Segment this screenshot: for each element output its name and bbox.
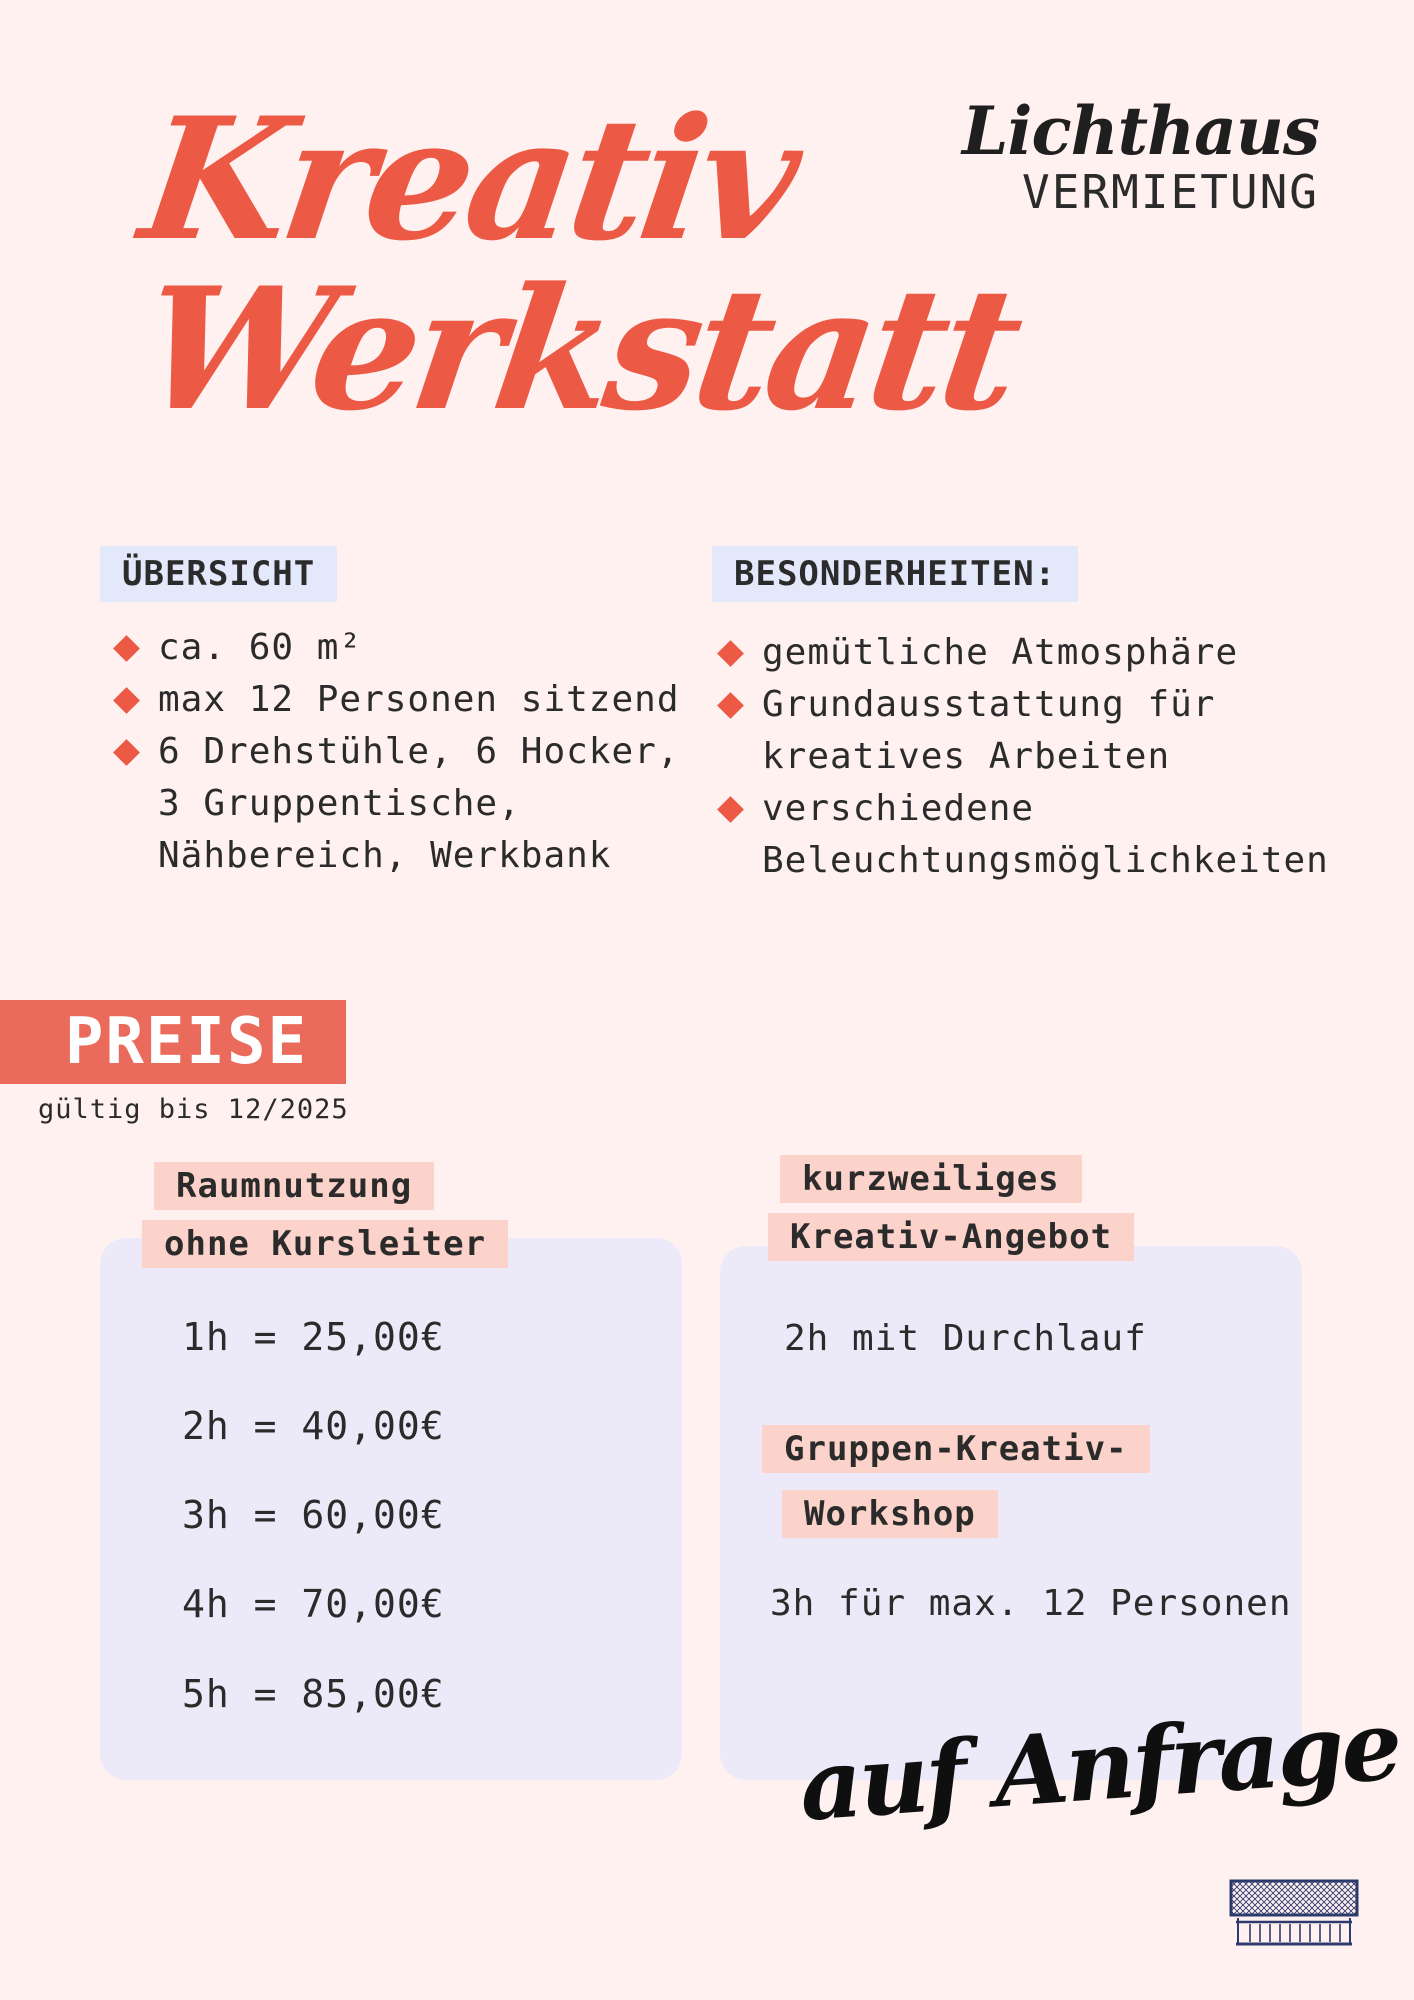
house-icon	[1228, 1878, 1360, 1950]
title-line-1: Kreativ	[131, 80, 807, 278]
overview-heading: ÜBERSICHT	[100, 546, 337, 602]
room-rental-label-1: Raumnutzung	[154, 1162, 434, 1210]
overview-item	[102, 674, 682, 726]
group-workshop-text: 3h für max. 12 Personen	[770, 1583, 1292, 1624]
on-request-note: auf Anfrage	[796, 1688, 1403, 1843]
overview-item-line: 6 Drehstühle, 6 Hocker,	[158, 731, 680, 772]
diamond-bullet-icon	[113, 687, 140, 714]
rate-line: 2h = 40,00€	[182, 1404, 445, 1448]
creative-offer-label-2: Kreativ-Angebot	[768, 1213, 1134, 1261]
room-rental-label-2: ohne Kursleiter	[142, 1220, 508, 1268]
feature-item-line: gemütliche Atmosphäre	[762, 632, 1239, 673]
overview-item-line: Nähbereich, Werkbank	[158, 835, 612, 876]
rate-line: 5h = 85,00€	[182, 1672, 445, 1716]
prices-heading: PREISE	[0, 1000, 346, 1084]
brand-subtitle: VERMIETUNG	[1022, 165, 1319, 219]
diamond-bullet-icon	[113, 635, 140, 662]
overview-item-line: ca. 60 m²	[158, 627, 363, 668]
overview-item	[102, 622, 682, 674]
rate-line: 1h = 25,00€	[182, 1315, 445, 1359]
overview-item-line: max 12 Personen sitzend	[158, 679, 680, 720]
diamond-bullet-icon	[717, 692, 744, 719]
features-list	[706, 627, 1366, 887]
feature-item-line: Beleuchtungsmöglichkeiten	[762, 840, 1329, 881]
feature-item-line: kreatives Arbeiten	[762, 736, 1171, 777]
title-line-2: Werkstatt	[131, 250, 1028, 448]
diamond-bullet-icon	[717, 796, 744, 823]
feature-item	[706, 627, 1366, 679]
rate-line: 3h = 60,00€	[182, 1493, 445, 1537]
diamond-bullet-icon	[717, 640, 744, 667]
creative-offer-label-1: kurzweiliges	[780, 1155, 1082, 1203]
creative-offer-text: 2h mit Durchlauf	[784, 1318, 1147, 1359]
rate-line: 4h = 70,00€	[182, 1582, 445, 1626]
overview-item-line: 3 Gruppentische,	[158, 783, 521, 824]
brand-name: Lichthaus	[961, 92, 1319, 170]
feature-item	[706, 783, 1366, 887]
feature-item-line: Grundausstattung für	[762, 684, 1216, 725]
overview-item	[102, 726, 682, 882]
feature-item-line: verschiedene	[762, 788, 1035, 829]
overview-list	[102, 622, 682, 882]
prices-valid-until: gültig bis 12/2025	[38, 1094, 349, 1125]
group-workshop-label-1: Gruppen-Kreativ-	[762, 1425, 1150, 1473]
feature-item	[706, 679, 1366, 783]
diamond-bullet-icon	[113, 739, 140, 766]
group-workshop-label-2: Workshop	[782, 1490, 998, 1538]
features-heading: BESONDERHEITEN:	[712, 546, 1078, 602]
